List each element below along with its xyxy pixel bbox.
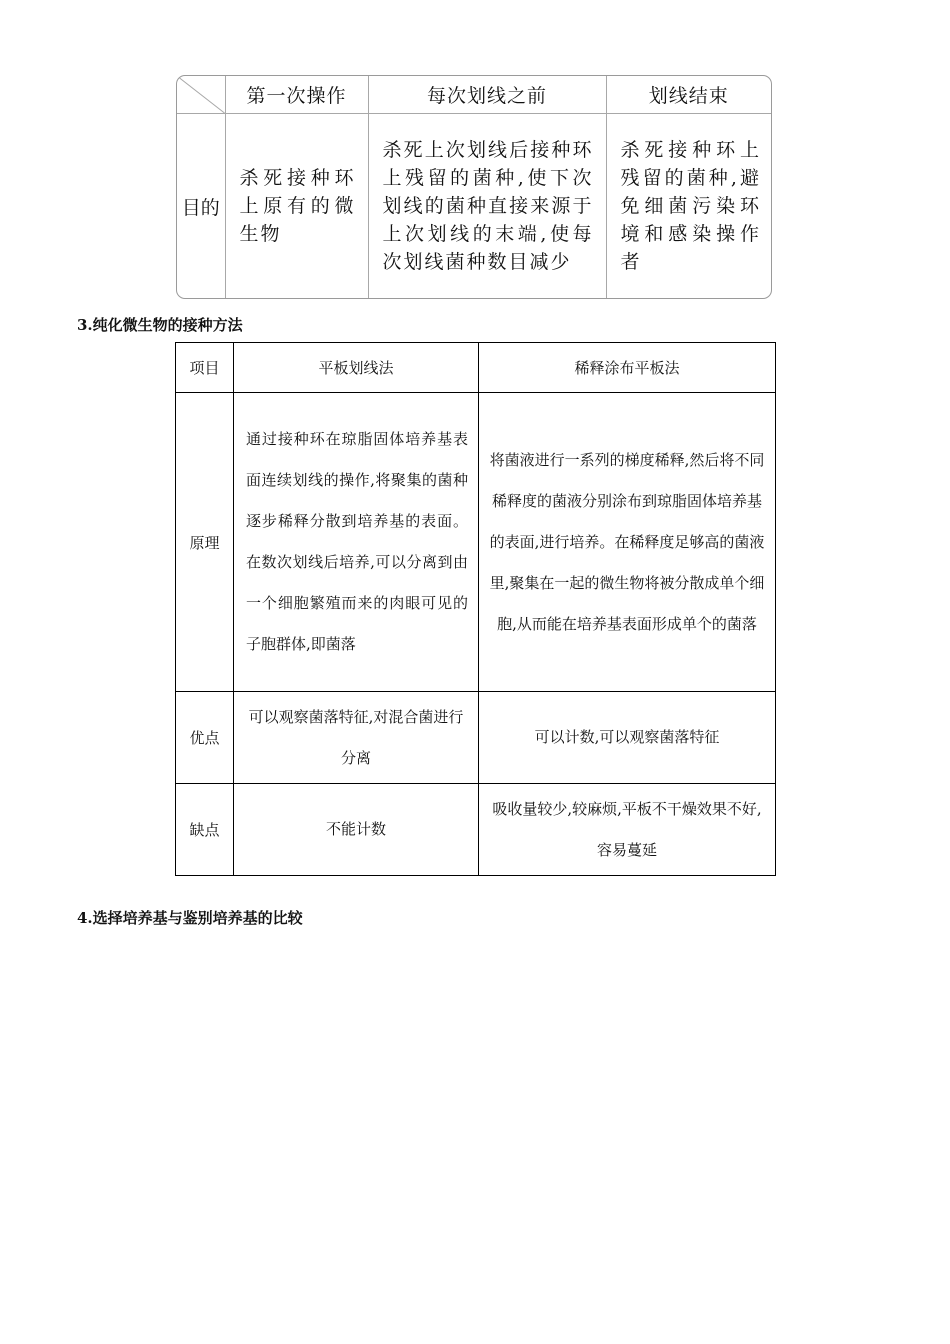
purpose-before-each-streak: 杀死上次划线后接种环上残留的菌种,使下次划线的菌种直接来源于上次划线的末端,使每次划线菌种数目减少 — [368, 114, 606, 299]
purpose-first-operation: 杀死接种环上原有的微生物 — [225, 114, 368, 299]
header-item: 项目 — [176, 343, 234, 393]
advantages-streak-plate: 可以观察菌落特征,对混合菌进行分离 — [234, 692, 479, 784]
diagonal-corner-cell — [177, 76, 225, 114]
principle-streak-plate: 通过接种环在琼脂固体培养基表面连续划线的操作,将聚集的菌种逐步稀释分散到培养基的表面。在数次划线后培养,可以分离到由一个细胞繁殖而来的肉眼可见的子胞群体,即菌落 — [234, 393, 479, 692]
purpose-after-streaking: 杀死接种环上残留的菌种,避免细菌污染环境和感染操作者 — [606, 114, 771, 299]
section-heading-4: 4.选择培养基与鉴别培养基的比较 — [77, 909, 303, 927]
header-first-operation: 第一次操作 — [225, 76, 368, 114]
disadvantages-streak-plate: 不能计数 — [234, 784, 479, 876]
principle-spread-plate: 将菌液进行一系列的梯度稀释,然后将不同稀释度的菌液分别涂布到琼脂固体培养基的表面,进行培养。在稀释度足够高的菌液里,聚集在一起的微生物将被分散成单个细胞,从而能在培养基表面形成单个的菌落 — [479, 393, 776, 692]
row-label-advantages: 优点 — [176, 692, 234, 784]
header-spread-plate: 稀释涂布平板法 — [479, 343, 776, 393]
inoculation-methods-table — [175, 342, 776, 876]
row-label-disadvantages: 缺点 — [176, 784, 234, 876]
row-label-principle: 原理 — [176, 393, 234, 692]
section-heading-3: 3.纯化微生物的接种方法 — [77, 316, 243, 334]
advantages-spread-plate: 可以计数,可以观察菌落特征 — [479, 692, 776, 784]
header-before-each-streak: 每次划线之前 — [368, 76, 606, 114]
row-label-purpose: 目的 — [177, 114, 225, 299]
header-after-streaking: 划线结束 — [606, 76, 771, 114]
header-streak-plate: 平板划线法 — [234, 343, 479, 393]
purpose-table — [176, 75, 772, 299]
disadvantages-spread-plate: 吸收量较少,较麻烦,平板不干燥效果不好,容易蔓延 — [479, 784, 776, 876]
